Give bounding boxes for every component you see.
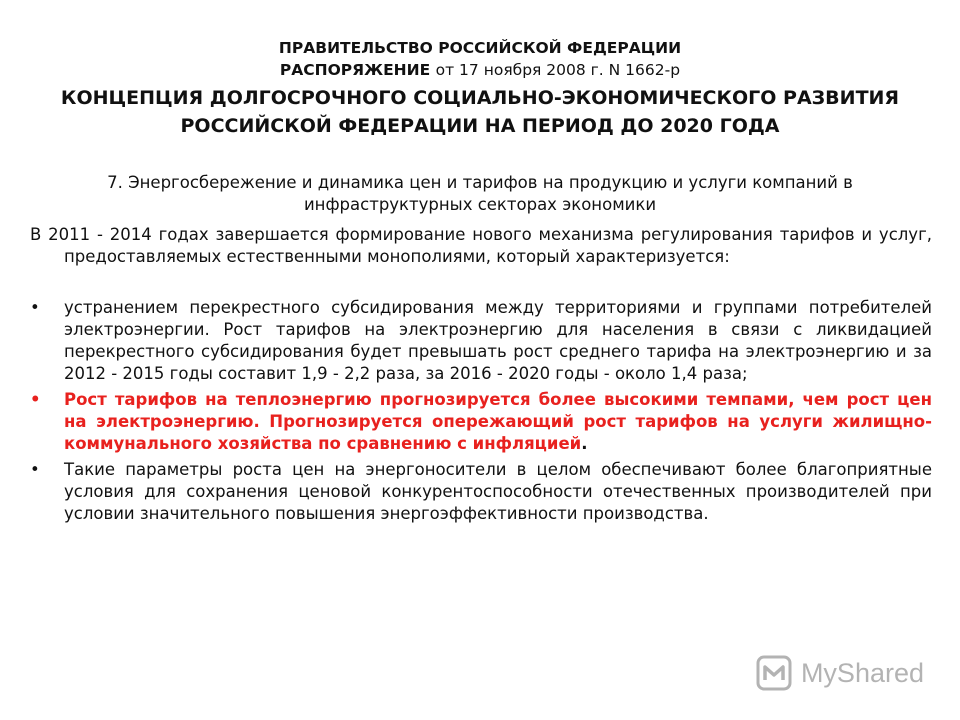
bullet-text-highlighted xyxy=(64,389,932,455)
watermark-text: MyShared xyxy=(800,657,924,688)
concept-title-line1: КОНЦЕПЦИЯ ДОЛГОСРОЧНОГО СОЦИАЛЬНО-ЭКОНОМИЧЕСКОГО РАЗВИТИЯ xyxy=(60,87,900,109)
bullet-item xyxy=(30,459,932,525)
government-title: ПРАВИТЕЛЬСТВО РОССИЙСКОЙ ФЕДЕРАЦИИ xyxy=(278,39,682,57)
bullet-marker: • xyxy=(30,390,41,409)
bullet-end-period: . xyxy=(581,434,588,453)
bullet-marker: • xyxy=(30,460,40,479)
bullet-list xyxy=(30,297,932,529)
bullet-text: устранением перекрестного субсидирования между территориями и группами потребителей электроэнергии. Рост тарифов на электроэнергию для населения в связи с ликвидацией перекрестного субсидирования будет превышать рост среднего тарифа на электроэнергию и за 2012 - 2015 годы составит 1,9 - 2,2 раза, за 2016 - 2020 годы - около 1,4 раза; xyxy=(64,298,932,383)
bullet-item-highlighted xyxy=(30,389,932,455)
bullet-item xyxy=(30,297,932,385)
intro-paragraph xyxy=(30,224,932,268)
bullet-marker: • xyxy=(30,298,40,317)
concept-title-line2: РОССИЙСКОЙ ФЕДЕРАЦИИ НА ПЕРИОД ДО 2020 ГОДА xyxy=(180,115,780,137)
bullet-text: Такие параметры роста цен на энергоносители в целом обеспечивают более благоприятные условия для сохранения ценовой конкурентоспособности отечественных производителей при условии значительного повышения энергоэффективности производства. xyxy=(64,460,932,523)
myshared-watermark xyxy=(755,654,924,692)
highlighted-text: Рост тарифов на теплоэнергию прогнозируется более высокими темпами, чем рост цен на электроэнергию. Прогнозируется опережающий рост тарифов на услуги жилищно-коммунального хозяйства по сравнению с инфляцией xyxy=(64,390,932,453)
decree-label: РАСПОРЯЖЕНИЕ xyxy=(279,61,431,79)
concept-title xyxy=(0,84,960,140)
intro-text: В 2011 - 2014 годах завершается формирование нового механизма регулирования тарифов и услуг, предоставляемых естественными монополиями, который характеризуется: xyxy=(30,225,932,266)
decree-date: от 17 ноября 2008 г. N 1662-р xyxy=(435,61,681,79)
decree-line xyxy=(0,60,960,80)
section-title: 7. Энергосбережение и динамика цен и тарифов на продукцию и услуги компаний в инфраструктурных секторах экономики xyxy=(107,173,853,214)
myshared-logo-icon xyxy=(755,654,793,692)
